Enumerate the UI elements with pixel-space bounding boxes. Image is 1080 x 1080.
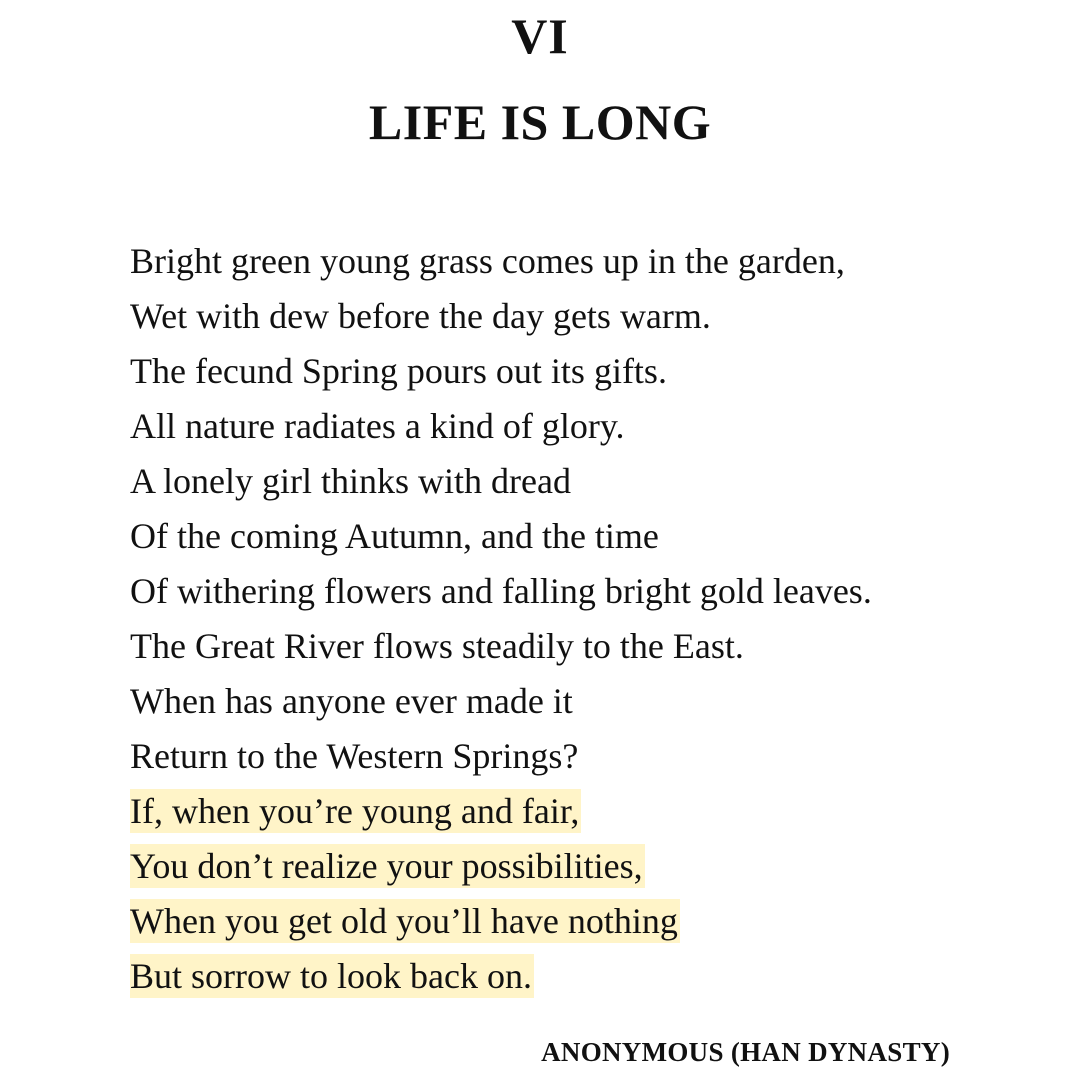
poem-line-text: Return to the Western Springs?: [130, 736, 579, 776]
poem-line-text: The fecund Spring pours out its gifts.: [130, 351, 667, 391]
poem-line: [130, 674, 874, 729]
poem-line: [130, 454, 874, 509]
section-numeral: VI: [511, 8, 569, 64]
poem-line: [130, 344, 874, 399]
poem-line-text: Of withering flowers and falling bright gold leaves.: [130, 571, 872, 611]
poem-line-text: But sorrow to look back on.: [130, 956, 532, 996]
poem-line-text: You don’t realize your possibilities,: [130, 846, 643, 886]
poem-line-text: A lonely girl thinks with dread: [130, 461, 571, 501]
poem-line-text: Wet with dew before the day gets warm.: [130, 296, 711, 336]
poem-line-text: All nature radiates a kind of glory.: [130, 406, 625, 446]
poem-line-highlighted: [130, 839, 874, 894]
poem-line-text: Of the coming Autumn, and the time: [130, 516, 659, 556]
poem-line-text: The Great River flows steadily to the East.: [130, 626, 744, 666]
poem-line: [130, 729, 874, 784]
poem-line: [130, 564, 874, 619]
poem-line: [130, 289, 874, 344]
poem-body: [130, 234, 874, 1004]
poem-attribution: ANONYMOUS (HAN DYNASTY): [541, 1037, 950, 1067]
poem-line-highlighted: [130, 784, 874, 839]
poem-title: LIFE IS LONG: [368, 94, 712, 150]
poem-line-text: When you get old you’ll have nothing: [130, 901, 678, 941]
poem-line-text: If, when you’re young and fair,: [130, 791, 580, 831]
poem-line-text: Bright green young grass comes up in the garden,: [130, 241, 845, 281]
poem-line: [130, 509, 874, 564]
poem-line-text: When has anyone ever made it: [130, 681, 573, 721]
poem-line-highlighted: [130, 894, 874, 949]
poem-line: [130, 619, 874, 674]
poem-line-highlighted: [130, 949, 874, 1004]
poem-line: [130, 234, 874, 289]
poem-line: [130, 399, 874, 454]
